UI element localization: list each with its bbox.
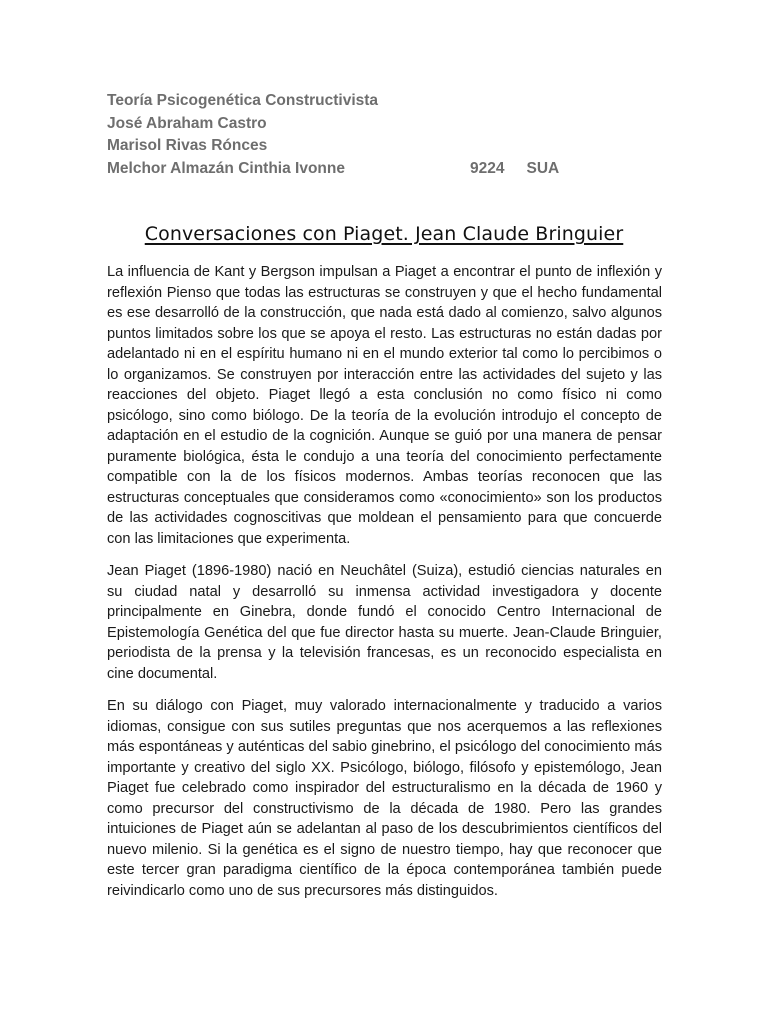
document-title: Conversaciones con Piaget. Jean Claude Bringuier bbox=[144, 223, 624, 245]
author-name: Marisol Rivas Rónces bbox=[107, 137, 268, 154]
author-name: Melchor Almazán Cinthia Ivonne bbox=[107, 159, 345, 177]
group-number: 9224 bbox=[470, 159, 505, 177]
paragraph: Jean Piaget (1896-1980) nació en Neuchâtel (Suiza), estudió ciencias naturales en su ciudad natal y desarrolló su inmensa actividad investigadora y docente principalmente en Ginebra, donde fundó el conocido Centro Internacional de Epistemología Genética del que fue director hasta su muerte. Jean-Claude Bringuier, periodista de la prensa y la televisión francesas, es un reconocido especialista en cine documental. bbox=[107, 563, 662, 682]
document-header bbox=[107, 90, 667, 180]
author-line bbox=[107, 158, 667, 181]
course-title: Teoría Psicogenética Constructivista bbox=[107, 92, 379, 109]
author-name: José Abraham Castro bbox=[107, 114, 267, 132]
paragraph: En su diálogo con Piaget, muy valorado internacionalmente y traducido a varios idiomas, consigue con sus sutiles preguntas que nos acerquemos a las reflexiones más espontáneas y auténticas del sabio ginebrino, el psicólogo del conocimiento más importante y creativo del siglo XX. Psicólogo, biólogo, filósofo y epistemólogo, Jean Piaget fue celebrado como inspirador del estructuralismo en la década de 1960 y como precursor del constructivismo de la década de 1980. Pero las grandes intuiciones de Piaget aún se adelantan al paso de los descubrimientos científicos del nuevo milenio. Si la genética es el signo de nuestro tiempo, hay que reconocer que este tercer gran paradigma científico de la época contemporánea también puede reivindicarlo como uno de sus precursores más distinguidos. bbox=[107, 698, 662, 899]
group-info bbox=[470, 158, 559, 181]
paragraph: La influencia de Kant y Bergson impulsan a Piaget a encontrar el punto de inflexión y reflexión Pienso que todas las estructuras se construyen y que el hecho fundamental es ese desarrolló de la construcción, que nada está dado al comienzo, salvo algunos puntos limitados sobre los que se apoya el resto. Las estructuras no están dadas por adelantado ni en el espíritu humano ni en el mundo exterior tal como lo percibimos o lo organizamos. Se construyen por interacción entre las actividades del sujeto y las reacciones del objeto. Piaget llegó a esta conclusión no como físico ni como psicólogo, sino como biólogo. De la teoría de la evolución introdujo el concepto de adaptación en el estudio de la cognición. Aunque se guió por una manera de pensar puramente biológica, ésta le condujo a una teoría del conocimiento perfectamente compatible con la de los físicos modernos. Ambas teorías reconocen que las estructuras conceptuales que consideramos como «conocimiento» son los productos de las actividades cognoscitivas que moldean el pensamiento para que concuerde con las limitaciones que experimenta. bbox=[107, 264, 662, 547]
document-body bbox=[107, 262, 662, 913]
group-label: SUA bbox=[526, 159, 560, 177]
